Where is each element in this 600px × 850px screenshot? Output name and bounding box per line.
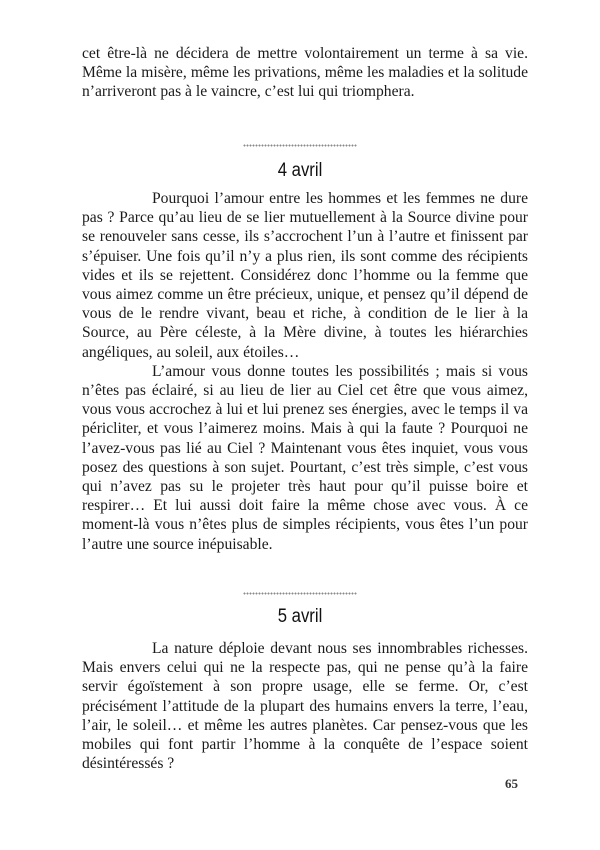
entry-paragraph: L’amour vous donne toutes les possibilités ; mais si vous n’êtes pas éclairé, si au lieu de lier au Ciel cet être que vous aimez, vous vous accrochez à lui et lui prenez ses énergies, avec le temps il va péricliter, et vous l’aimerez moins. Mais à qui la faute ? Pourquoi ne l’avez-vous pas lié au Ciel ? Maintenant vous êtes inquiet, vous vous posez des questions à son sujet. Pourtant, c’est très simple, c’est vous qui n’avez pas su le projeter très haut pour qu’il puisse boire et respirer… Et lui aussi doit faire la même chose avec vous. À ce moment-là vous n’êtes plus de simples récipients, vous êtes l’un pour l’autre une source inépuisable. — [82, 362, 528, 553]
section-divider — [243, 144, 357, 147]
entry-5-avril-body — [82, 639, 528, 773]
entry-date-heading: 4 avril — [277, 160, 323, 181]
page-number: 65 — [505, 776, 518, 791]
intro-text — [82, 44, 528, 102]
entry-paragraph: Pourquoi l’amour entre les hommes et les femmes ne dure pas ? Parce qu’au lieu de se lier mutuellement à la Source divine pour se renouveler sans cesse, ils s’accrochent l’un à l’autre et finissent par s’épuiser. Une fois qu’il n’y a plus rien, ils sont comme des récipients vides et ils se rejettent. Considérez donc l’homme ou la femme que vous aimez comme un être précieux, unique, et pensez qu’il dépend de vous de le rendre vivant, beau et riche, à condition de le lier à la Source, au Père céleste, à la Mère divine, à toutes les hiérarchies angéliques, au soleil, aux étoiles… — [82, 190, 528, 361]
section-divider — [243, 592, 357, 595]
entry-4-avril-body — [82, 189, 528, 554]
entry-date-heading: 5 avril — [277, 606, 323, 627]
entry-paragraph: La nature déploie devant nous ses innombrables richesses. Mais envers celui qui ne la respecte pas, qui ne pense qu’à la faire servir égoïstement à son propre usage, elle se ferme. Or, c’est précisément l’attitude de la plupart des humains envers la terre, l’eau, l’air, le soleil… et même les autres planètes. Car pensez-vous que les mobiles qui font partir l’homme à la conquête de l’espace soient désintéressés ? — [82, 640, 528, 773]
intro-paragraph: cet être-là ne décidera de mettre volontairement un terme à sa vie. Même la misère, même les privations, même les maladies et la solitude n’arriveront pas à le vaincre, c’est lui qui triomphera. — [82, 45, 528, 101]
